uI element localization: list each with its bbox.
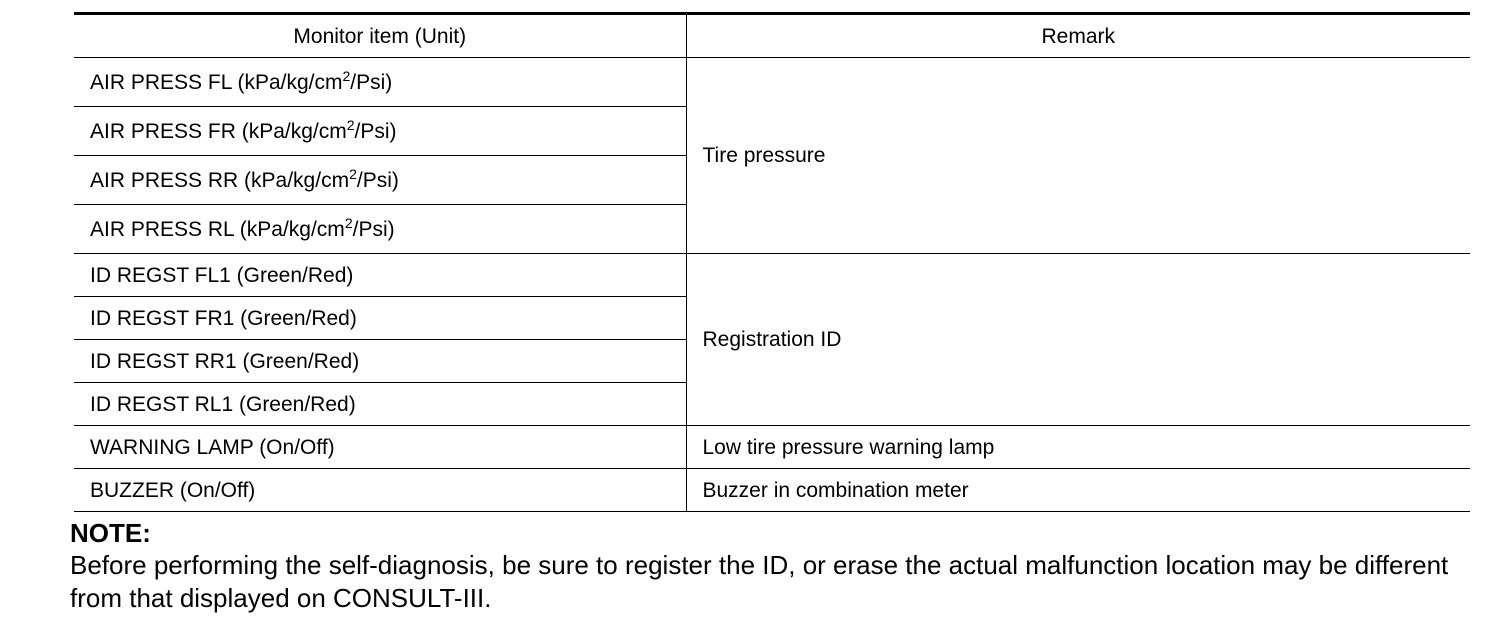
monitor-item-id-regst-fl1: ID REGST FL1 (Green/Red) xyxy=(74,254,686,297)
note-body: Before performing the self-diagnosis, be sure to register the ID, or erase the actual malfunction location may be different from that displayed on CONSULT-III. xyxy=(70,550,1449,613)
item-label: AIR PRESS FR xyxy=(90,119,236,143)
item-unit: $(kPa/kg/cm^2/Psi)$ xyxy=(244,165,399,192)
monitor-item-table xyxy=(74,12,1470,512)
item-unit: $(kPa/kg/cm^2/Psi)$ xyxy=(241,116,397,143)
remark-buzzer: Buzzer in combination meter xyxy=(686,469,1470,512)
item-label: AIR PRESS FL xyxy=(90,70,232,94)
monitor-item-warning-lamp: WARNING LAMP (On/Off) xyxy=(74,426,686,469)
monitor-item-air-press-rr xyxy=(74,156,686,205)
note-title: NOTE: xyxy=(70,518,151,548)
monitor-item-air-press-fr xyxy=(74,107,686,156)
header-monitor-item: Monitor item (Unit) xyxy=(74,14,686,58)
remark-warning-lamp: Low tire pressure warning lamp xyxy=(686,426,1470,469)
remark-registration-id: Registration ID xyxy=(686,254,1470,426)
table-row-buzzer xyxy=(74,469,1470,512)
item-unit: $(kPa/kg/cm^2/Psi)$ xyxy=(237,67,393,94)
table-row-warning-lamp xyxy=(74,426,1470,469)
monitor-item-air-press-rl xyxy=(74,205,686,254)
item-label: AIR PRESS RR xyxy=(90,168,239,192)
monitor-item-buzzer: BUZZER (On/Off) xyxy=(74,469,686,512)
header-remark: Remark xyxy=(686,14,1470,58)
item-unit: $(kPa/kg/cm^2/Psi)$ xyxy=(239,214,395,241)
item-label: AIR PRESS RL xyxy=(90,217,234,241)
monitor-item-air-press-fl xyxy=(74,58,686,107)
monitor-item-id-regst-rr1: ID REGST RR1 (Green/Red) xyxy=(74,340,686,383)
monitor-item-id-regst-fr1: ID REGST FR1 (Green/Red) xyxy=(74,297,686,340)
remark-tire-pressure: Tire pressure xyxy=(686,58,1470,254)
monitor-item-id-regst-rl1: ID REGST RL1 (Green/Red) xyxy=(74,383,686,426)
table-row-air-press-fl xyxy=(74,58,1470,107)
table-row-id-regst-fl1 xyxy=(74,254,1470,297)
table-header-row xyxy=(74,14,1470,58)
